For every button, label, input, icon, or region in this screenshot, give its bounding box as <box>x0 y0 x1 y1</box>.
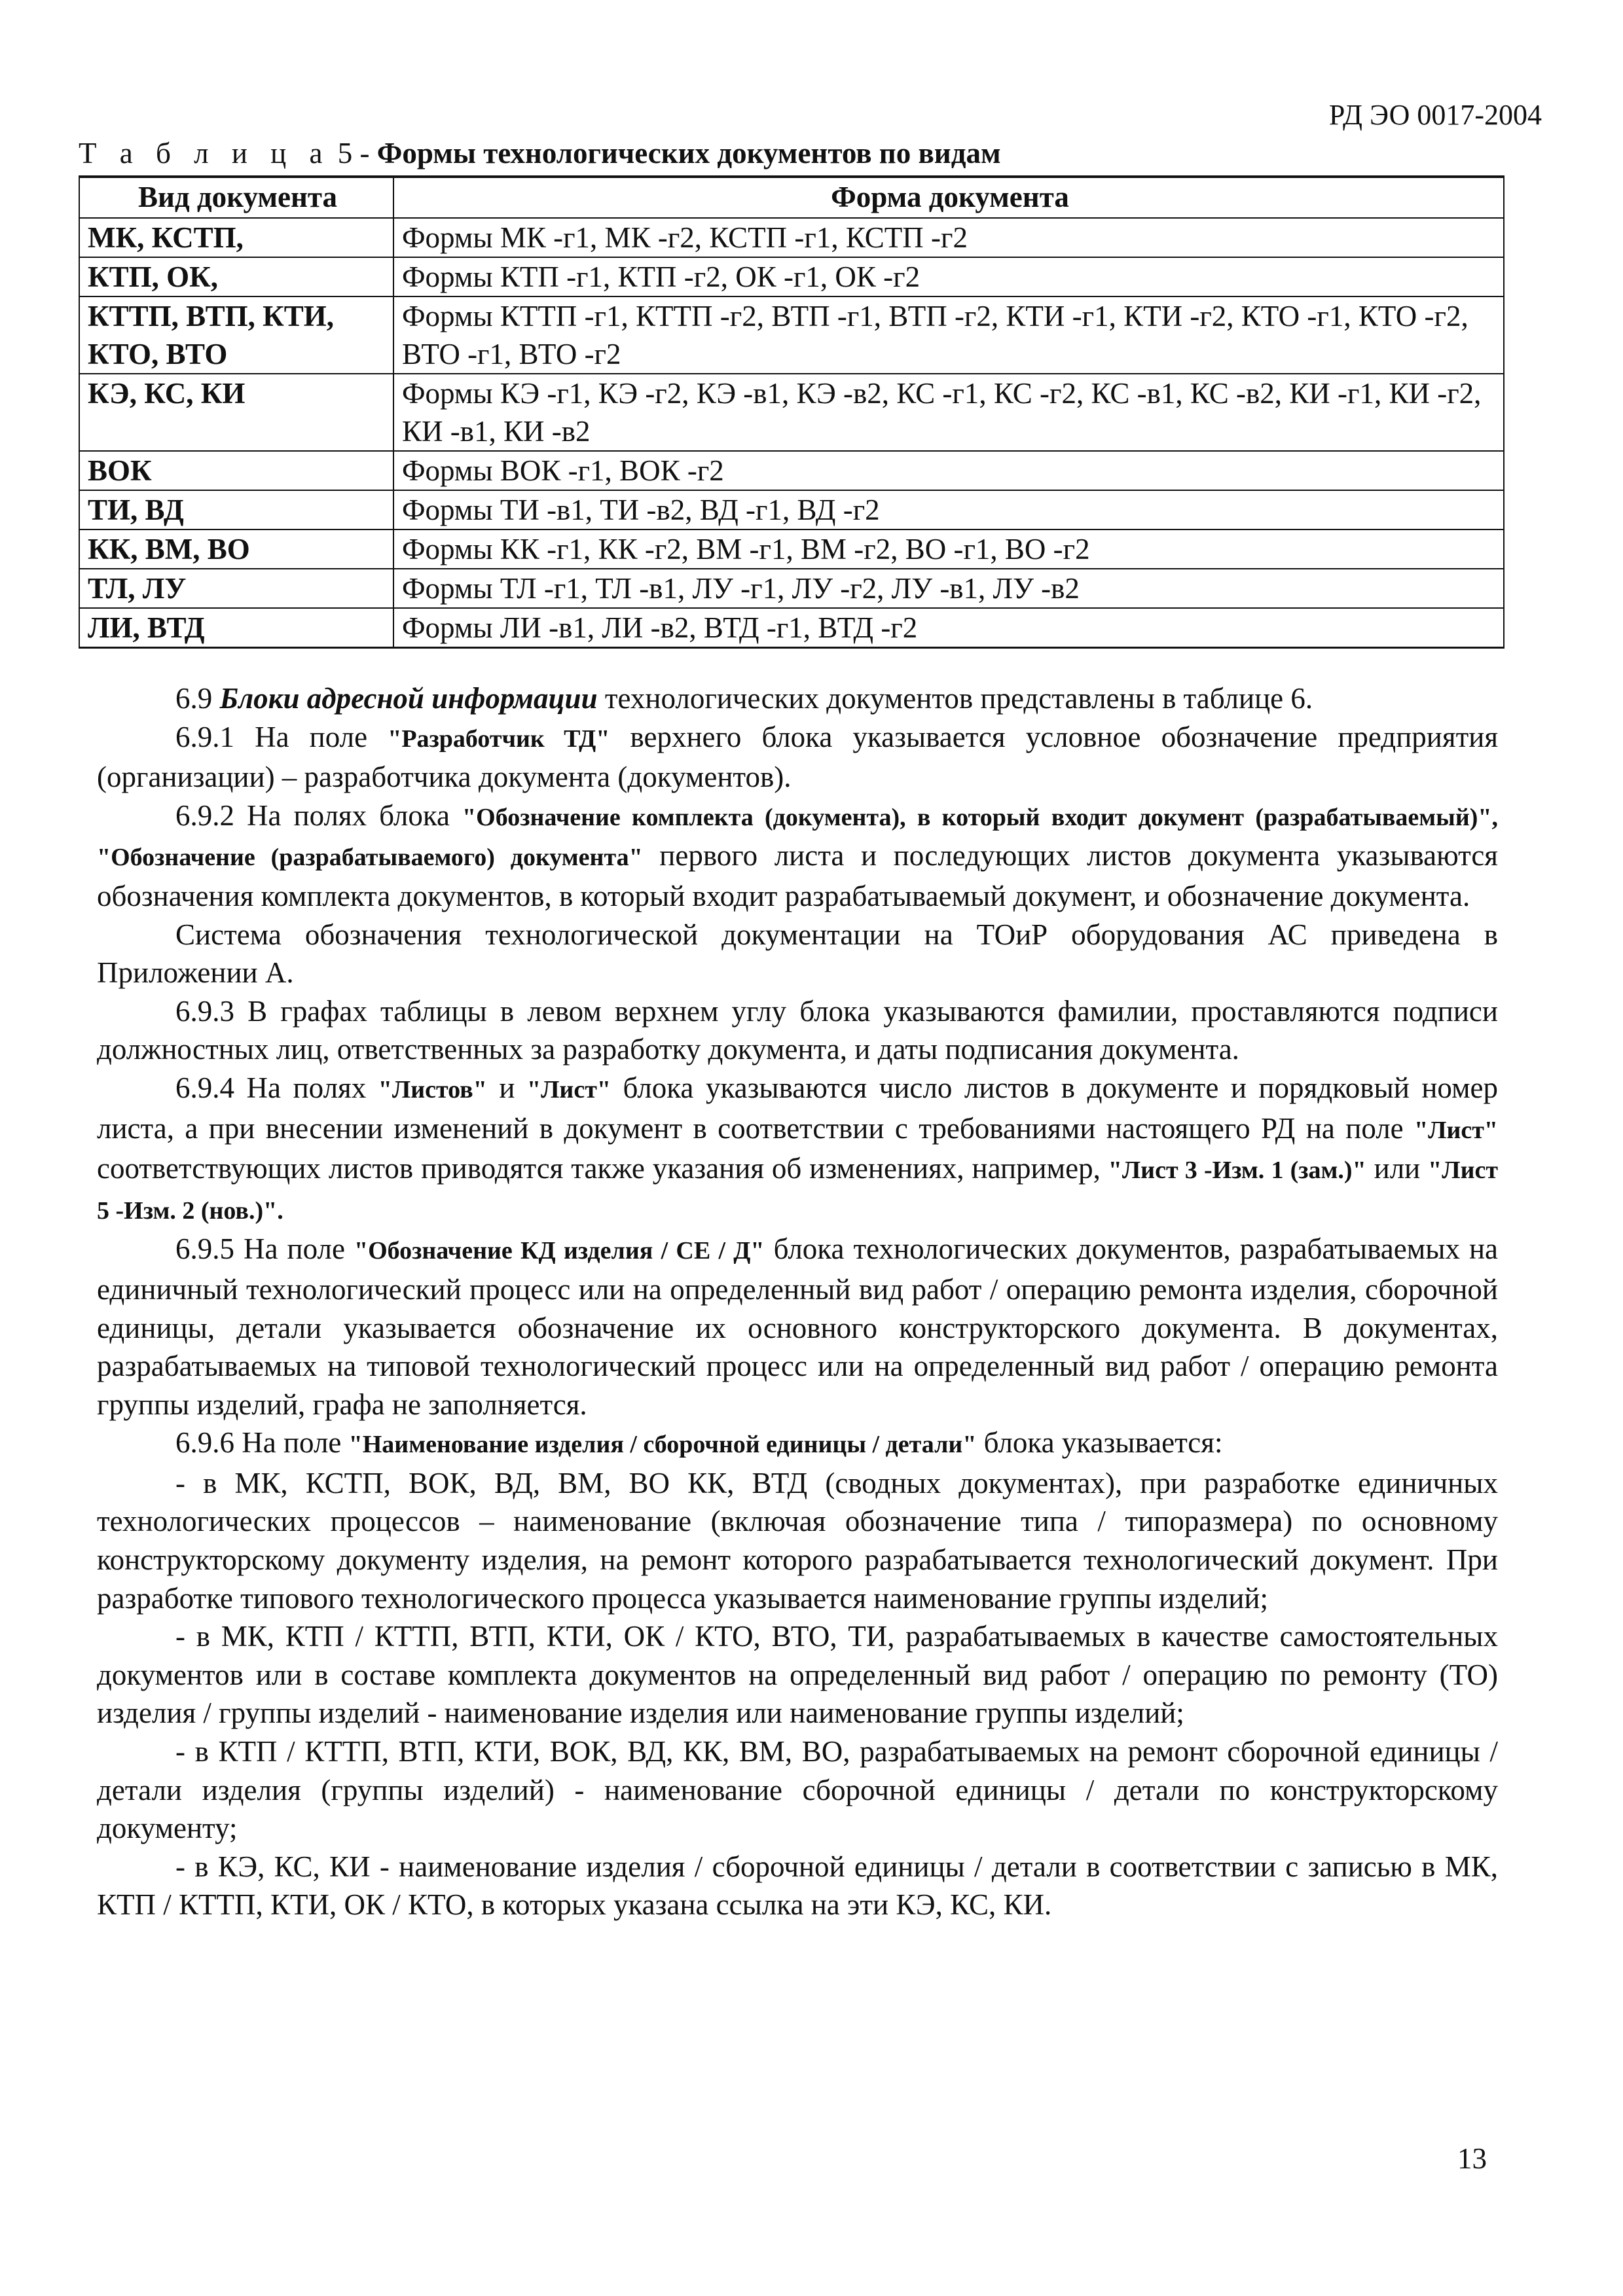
paragraph-text: технологических документов представлены в таблице 6. <box>604 682 1313 715</box>
column-header-form: Форма документа <box>393 177 1504 218</box>
paragraph-text: верхнего блока указывается условное обозначение предприятия (организации) – разработчика документа (документов). <box>97 720 1499 794</box>
cell-forms: Формы МК -г1, МК -г2, КСТП -г1, КСТП -г2 <box>393 218 1504 257</box>
table-row <box>79 608 1504 648</box>
field-name: "Листов" <box>378 1075 487 1103</box>
paragraph-text: первого листа и последующих листов документа указываются обозначения комплекта документов, в который входит разрабатываемый документ, и обозначение документа. <box>97 839 1499 912</box>
table-caption-title: Формы технологических документов по видам <box>376 137 1001 170</box>
table-caption-number: 5 - <box>337 137 370 170</box>
cell-forms: Формы КТТП -г1, КТТП -г2, ВТП -г1, ВТП -г2, КТИ -г1, КТИ -г2, КТО -г1, КТО -г2, ВТО -г1, ВТО -г2 <box>393 296 1504 374</box>
paragraph-6-9 <box>97 679 1498 718</box>
paragraph-designation-system: Система обозначения технологической документации на ТОиР оборудования АС приведена в Приложении А. <box>97 918 1498 990</box>
paragraph-text: блока указываются число листов в документе и порядковый номер листа, а при внесении изменений в документ в соответствии с требованиями настоящего РД на поле <box>97 1071 1499 1145</box>
paragraph-6-9-1 <box>97 718 1498 797</box>
cell-kind: КК, ВМ, ВО <box>79 529 393 569</box>
cell-kind: ЛИ, ВТД <box>79 608 393 648</box>
cell-forms: Формы ТЛ -г1, ТЛ -в1, ЛУ -г1, ЛУ -г2, ЛУ -в1, ЛУ -в2 <box>393 569 1504 608</box>
example-text: "Лист 5 -Изм. 2 (нов.)". <box>97 1157 1498 1225</box>
cell-kind: КТП, ОК, <box>79 257 393 296</box>
paragraph-text: 6.9.4 На полях <box>175 1071 367 1104</box>
paragraph-6-9-3: 6.9.3 В графах таблицы в левом верхнем углу блока указываются фамилии, проставляются подписи должностных лиц, ответственных за разработку документа, и даты подписания документа. <box>97 994 1498 1066</box>
cell-forms: Формы КК -г1, КК -г2, ВМ -г1, ВМ -г2, ВО -г1, ВО -г2 <box>393 529 1504 569</box>
cell-kind: ВОК <box>79 451 393 490</box>
table-header-row <box>79 177 1504 218</box>
table-caption-prefix: Т а б л и ц а <box>79 137 331 170</box>
emphasis-text: Блоки адресной информации <box>219 682 598 715</box>
field-name: "Обозначение (разрабатываемого) документа" <box>97 844 643 872</box>
cell-kind: КТТП, ВТП, КТИ, КТО, ВТО <box>79 296 393 374</box>
table-row <box>79 569 1504 608</box>
cell-kind: ТИ, ВД <box>79 490 393 529</box>
field-name: "Обозначение КД изделия / СЕ / Д" <box>354 1237 765 1265</box>
table-row <box>79 257 1504 296</box>
cell-kind: КЭ, КС, КИ <box>79 374 393 451</box>
field-name: "Разработчик ТД" <box>388 725 610 753</box>
paragraph-text: и <box>499 1071 515 1104</box>
cell-forms: Формы КТП -г1, КТП -г2, ОК -г1, ОК -г2 <box>393 257 1504 296</box>
example-text: "Лист 3 -Изм. 1 (зам.)" <box>1108 1157 1366 1185</box>
table-row <box>79 529 1504 569</box>
cell-forms: Формы КЭ -г1, КЭ -г2, КЭ -в1, КЭ -в2, КС -г1, КС -г2, КС -в1, КС -в2, КИ -г1, КИ -г2, КИ -в1, КИ -в2 <box>393 374 1504 451</box>
body-text <box>97 679 1498 1924</box>
paragraph-6-9-4 <box>97 1069 1498 1230</box>
paragraph-text: соответствующих листов приводятся также указания об изменениях, например, <box>97 1152 1101 1185</box>
table-row <box>79 218 1504 257</box>
cell-forms: Формы ВОК -г1, ВОК -г2 <box>393 451 1504 490</box>
field-name: "Наименование изделия / сборочной единицы / детали" <box>348 1431 977 1459</box>
table-row <box>79 451 1504 490</box>
table-caption <box>79 135 1001 171</box>
page-number: 13 <box>1457 2142 1487 2175</box>
paragraph-text: или <box>1374 1152 1421 1185</box>
paragraph-6-9-2 <box>97 797 1498 916</box>
paragraph-text: 6.9.1 На поле <box>175 720 368 753</box>
field-name: "Обозначение комплекта (документа), в который входит документ (разрабатываемый)" <box>462 803 1492 831</box>
column-header-kind: Вид документа <box>79 177 393 218</box>
paragraph-text: блока указывается: <box>983 1426 1223 1460</box>
paragraph-text: 6.9.5 На поле <box>175 1232 345 1266</box>
table-row <box>79 374 1504 451</box>
paragraph-6-9-6 <box>97 1424 1498 1464</box>
field-name: "Лист" <box>527 1075 611 1103</box>
separator: , <box>1491 803 1498 831</box>
list-item: - в МК, КСТП, ВОК, ВД, ВМ, ВО КК, ВТД (сводных документах), при разработке единичных технологических процессов – наименование (включая обозначение типа / типоразмера) по основному конструкторскому документу изделия, на ремонт которого разрабатывается технологический документ. При разработке типового технологического процесса указывается наименование группы изделий; <box>97 1466 1498 1615</box>
paragraph-6-9-5 <box>97 1230 1498 1424</box>
paragraph-text: блока технологических документов, разрабатываемых на единичный технологический процесс или на определенный вид работ / операцию ремонта изделия, сборочной единицы, детали указывается обозначение их основного конструкторского документа. В документах, разрабатываемых на типовой технологический процесс или на определенный вид работ / операцию ремонта группы изделий, графа не заполняется. <box>97 1232 1499 1421</box>
cell-kind: ТЛ, ЛУ <box>79 569 393 608</box>
paragraph-text: 6.9.2 На полях блока <box>175 798 450 832</box>
list-item: - в МК, КТП / КТТП, ВТП, КТИ, ОК / КТО, ВТО, ТИ, разрабатываемых в качестве самостоятельных документов или в составе комплекта документов на определенный вид работ / операцию по ремонту (ТО) изделия / группы изделий - наименование изделия или наименование группы изделий; <box>97 1620 1498 1730</box>
table-row <box>79 296 1504 374</box>
field-name: "Лист" <box>1414 1116 1499 1144</box>
document-forms-table <box>79 175 1504 649</box>
paragraph-number: 6.9 <box>175 682 213 715</box>
cell-forms: Формы ТИ -в1, ТИ -в2, ВД -г1, ВД -г2 <box>393 490 1504 529</box>
cell-kind: МК, КСТП, <box>79 218 393 257</box>
cell-forms: Формы ЛИ -в1, ЛИ -в2, ВТД -г1, ВТД -г2 <box>393 608 1504 648</box>
list-item: - в КТП / КТТП, ВТП, КТИ, ВОК, ВД, КК, ВМ, ВО, разрабатываемых на ремонт сборочной единицы / детали изделия (группы изделий) - наименование сборочной единицы / детали по конструкторскому документу; <box>97 1735 1498 1845</box>
table-row <box>79 490 1504 529</box>
list-item: - в КЭ, КС, КИ - наименование изделия / сборочной единицы / детали в соответствии с записью в МК, КТП / КТТП, КТИ, ОК / КТО, в которых указана ссылка на эти КЭ, КС, КИ. <box>97 1850 1498 1922</box>
paragraph-text: 6.9.6 На поле <box>175 1426 342 1460</box>
document-code: РД ЭО 0017-2004 <box>1328 99 1542 131</box>
